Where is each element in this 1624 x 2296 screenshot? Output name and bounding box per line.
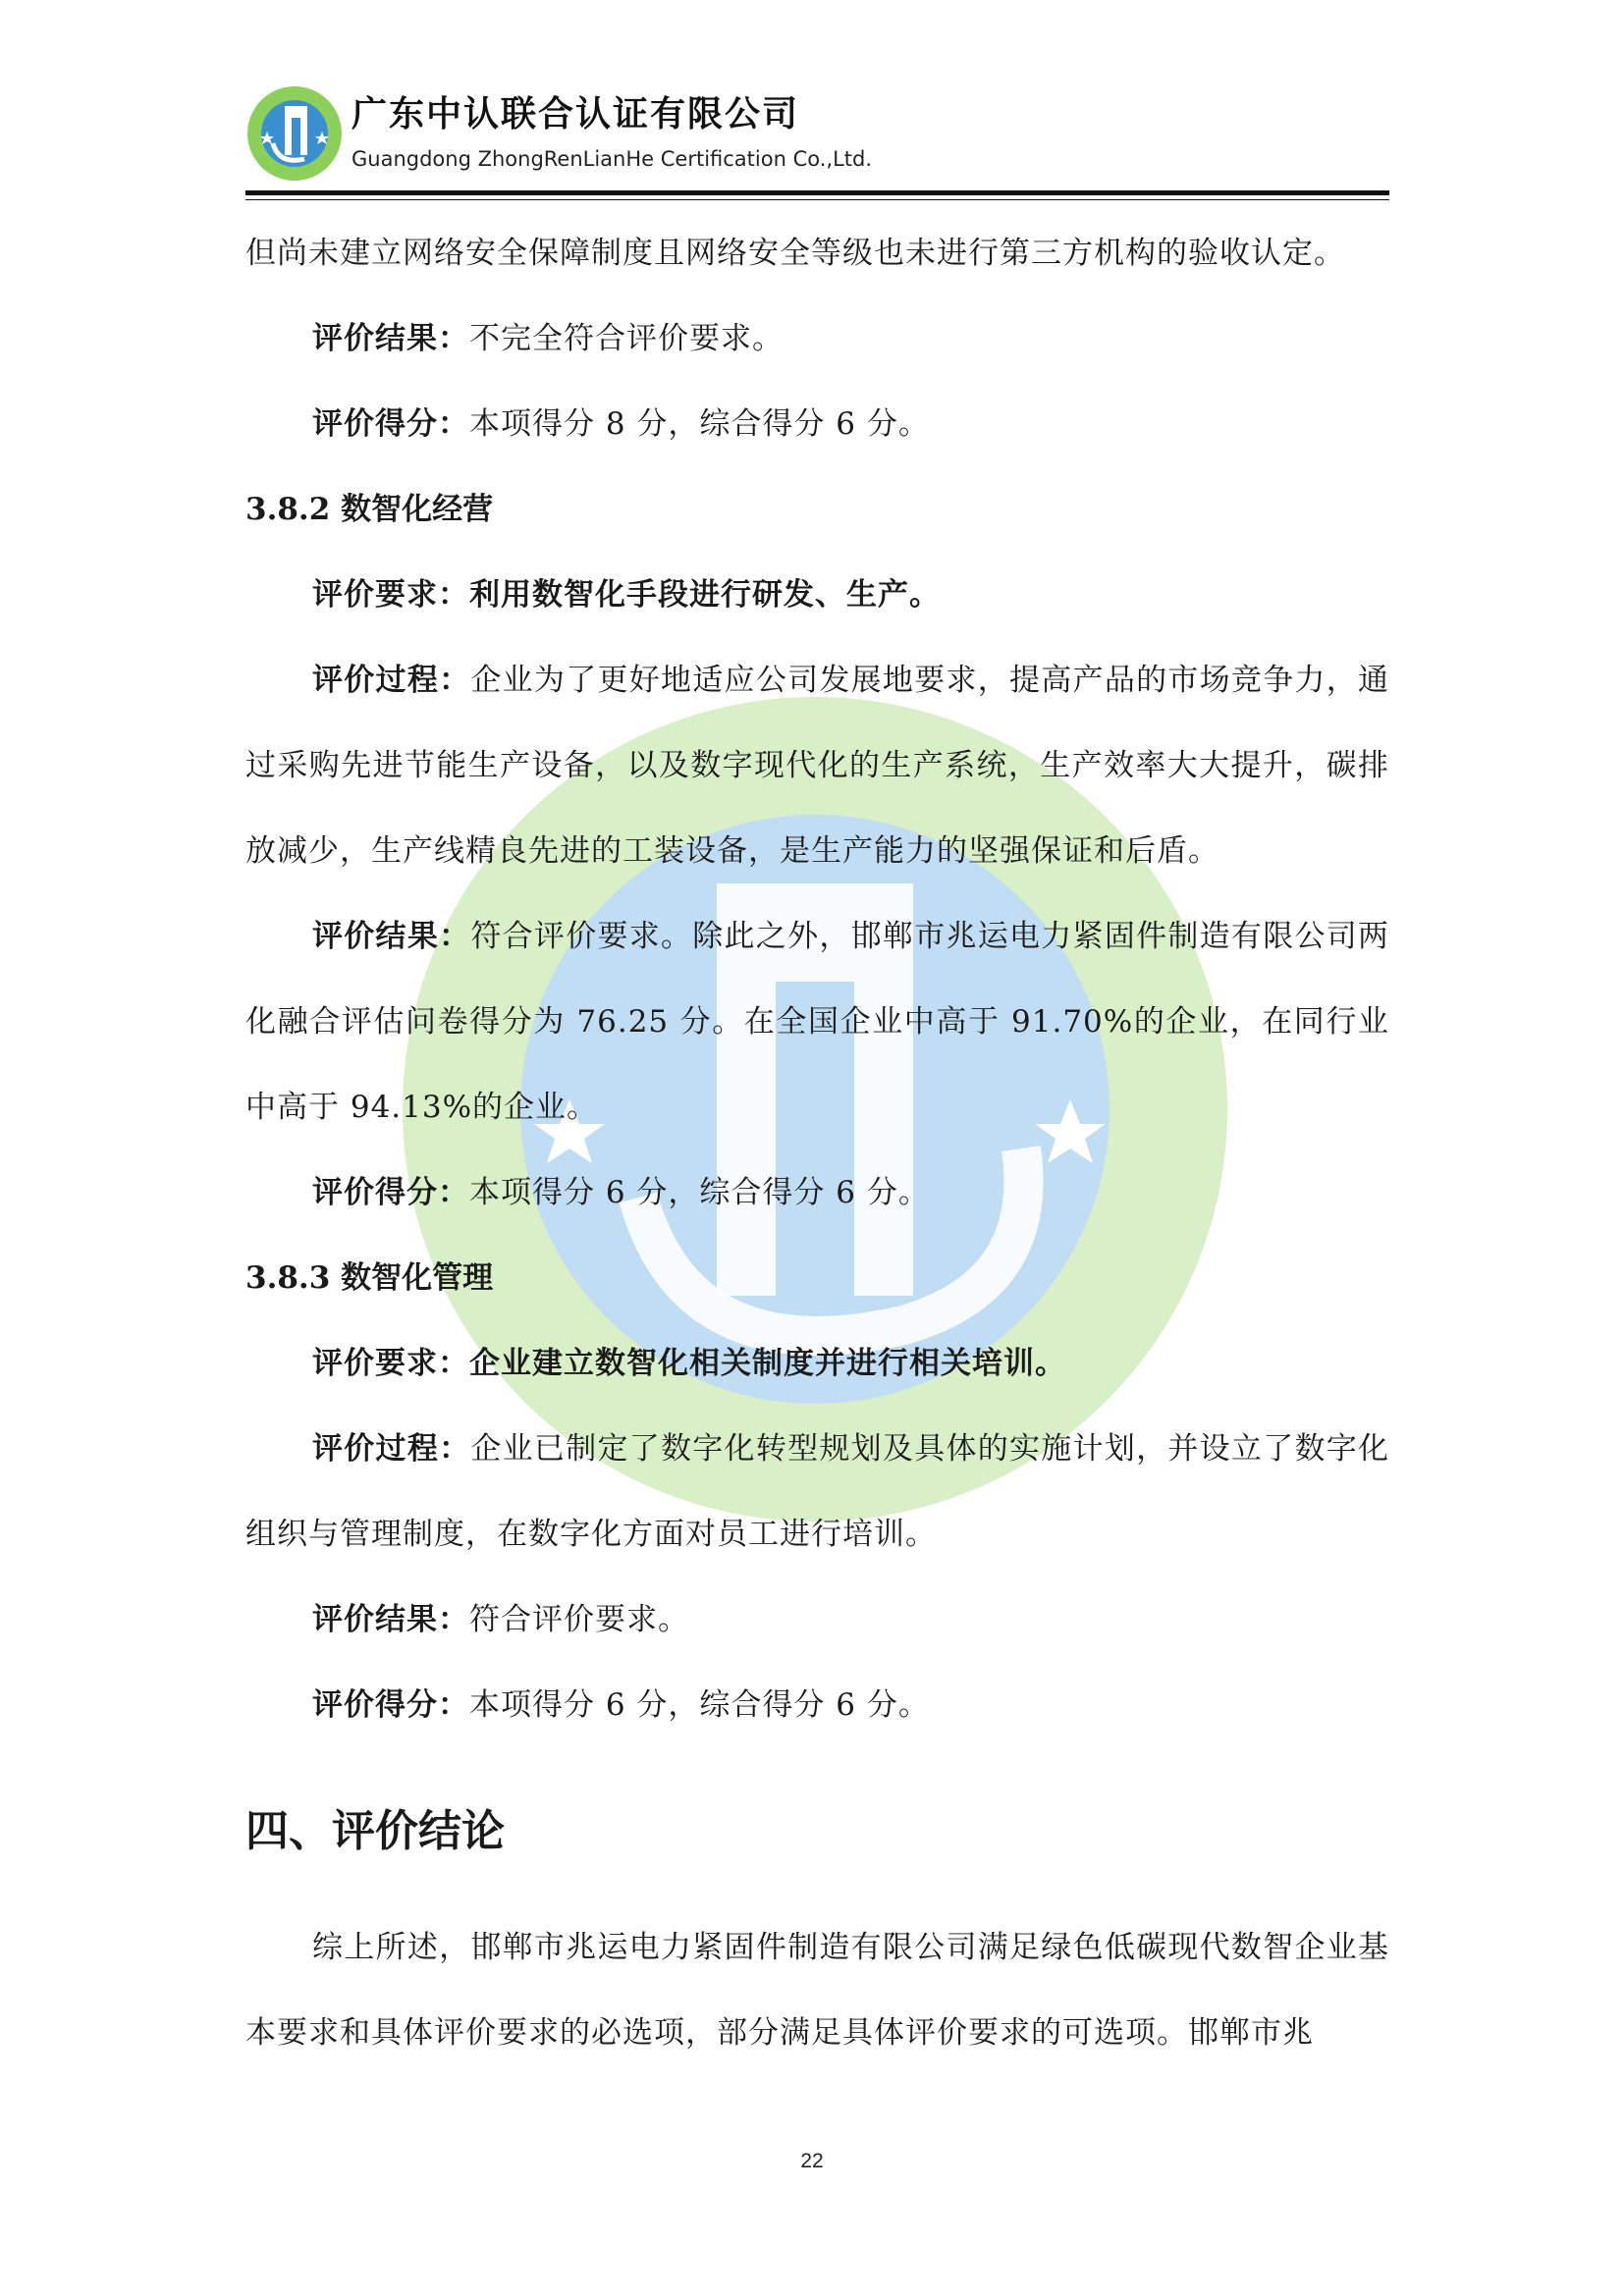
evaluation-score bbox=[245, 382, 1389, 467]
result-text: 符合评价要求。 bbox=[469, 1602, 689, 1637]
result-label: 评价结果： bbox=[312, 919, 471, 954]
evaluation-process bbox=[245, 1407, 1389, 1577]
section-heading-3-8-2: 3.8.2 数智化经营 bbox=[245, 492, 494, 527]
score-text: 本项得分 8 分，综合得分 6 分。 bbox=[469, 406, 930, 442]
evaluation-requirement bbox=[245, 553, 1389, 638]
company-name-cn: 广东中认联合认证有限公司 bbox=[352, 94, 800, 134]
section-heading-3-8-3: 3.8.3 数智化管理 bbox=[245, 1260, 494, 1296]
evaluation-result bbox=[245, 1577, 1389, 1663]
conclusion-paragraph: 综上所述，邯郸市兆运电力紧固件制造有限公司满足绿色低碳现代数智企业基本要求和具体评价要求的必选项，部分满足具体评价要求的可选项。邯郸市兆 bbox=[245, 1930, 1389, 2051]
document-header bbox=[245, 79, 1389, 196]
score-label: 评价得分： bbox=[312, 1687, 469, 1723]
evaluation-score bbox=[245, 1663, 1389, 1748]
evaluation-result bbox=[245, 296, 1389, 382]
requirement-text: 企业建立数智化相关制度并进行相关培训。 bbox=[469, 1346, 1066, 1381]
result-label: 评价结果： bbox=[312, 321, 469, 356]
score-text: 本项得分 6 分，综合得分 6 分。 bbox=[469, 1687, 930, 1723]
result-text: 不完全符合评价要求。 bbox=[469, 321, 784, 356]
process-text: 企业已制定了数字化转型规划及具体的实施计划，并设立了数字化组织与管理制度，在数字化方面对员工进行培训。 bbox=[245, 1431, 1390, 1552]
score-label: 评价得分： bbox=[312, 1175, 469, 1210]
header-divider bbox=[245, 190, 1389, 195]
evaluation-result bbox=[245, 894, 1389, 1150]
score-text: 本项得分 6 分，综合得分 6 分。 bbox=[469, 1175, 930, 1210]
header-divider-thin bbox=[245, 199, 1389, 200]
process-label: 评价过程： bbox=[312, 1431, 471, 1467]
document-body bbox=[245, 211, 1389, 2076]
company-name-en: Guangdong ZhongRenLianHe Certification Co.,Ltd. bbox=[352, 147, 873, 171]
requirement-text: 利用数智化手段进行研发、生产。 bbox=[469, 577, 941, 613]
paragraph-continued: 但尚未建立网络安全保障制度且网络安全等级也未进行第三方机构的验收认定。 bbox=[245, 236, 1345, 271]
evaluation-score bbox=[245, 1150, 1389, 1236]
requirement-label: 评价要求： bbox=[312, 1346, 469, 1381]
process-label: 评价过程： bbox=[312, 663, 471, 698]
requirement-label: 评价要求： bbox=[312, 577, 469, 613]
chapter-heading-conclusion: 四、评价结论 bbox=[245, 1806, 505, 1856]
page-number: 22 bbox=[800, 2150, 824, 2172]
result-text: 符合评价要求。除此之外，邯郸市兆运电力紧固件制造有限公司两化融合评估问卷得分为 76.25 分。在全国企业中高于 91.70%的企业，在同行业中高于 94.13%的企业。 bbox=[245, 919, 1390, 1125]
certification-seal-icon bbox=[245, 84, 344, 183]
evaluation-process bbox=[245, 638, 1389, 894]
evaluation-requirement bbox=[245, 1321, 1389, 1407]
result-label: 评价结果： bbox=[312, 1602, 469, 1637]
score-label: 评价得分： bbox=[312, 406, 469, 442]
process-text: 企业为了更好地适应公司发展地要求，提高产品的市场竞争力，通过采购先进节能生产设备，以及数字现代化的生产系统，生产效率大大提升，碳排放减少，生产线精良先进的工装设备，是生产能力的坚强保证和后盾。 bbox=[245, 663, 1390, 869]
